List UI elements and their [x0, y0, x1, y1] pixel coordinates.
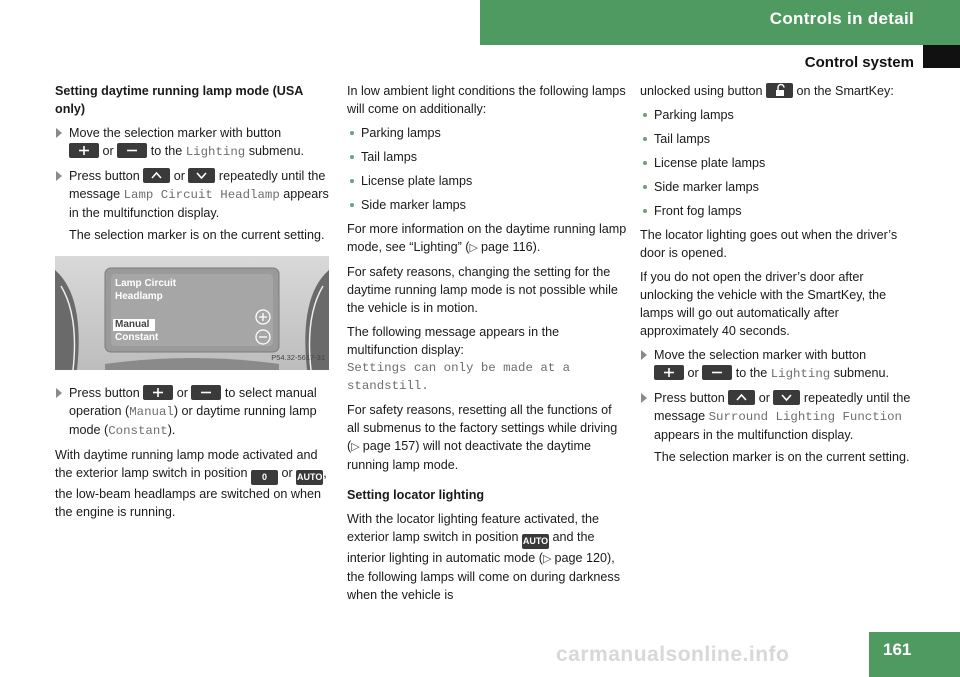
bullet-icon	[643, 113, 647, 117]
column-2	[347, 82, 627, 610]
instruction-step: Press button or to select manual operation (Manual) or daytime running lamp mode (Constant).	[55, 384, 333, 440]
display-option-constant: Constant	[115, 332, 159, 343]
bullet-icon	[643, 161, 647, 165]
step-arrow-icon	[56, 128, 62, 138]
instruction-step: Press button or repeatedly until the message Surround Lighting Function appears in the multifunction display. The selection marker is on the current setting.	[640, 389, 920, 466]
bullet-icon	[643, 209, 647, 213]
display-option-manual: Manual	[115, 319, 150, 330]
display-message: Settings can only be made at a standstill.	[347, 361, 571, 393]
list-item: Tail lamps	[640, 130, 920, 148]
submenu-name: Lighting	[770, 367, 831, 381]
paragraph: If you do not open the driver’s door after unlocking the vehicle with the SmartKey, the lamps will go out automatically after approximately 40 seconds.	[640, 270, 887, 338]
page-ref-arrow-icon: ▷	[469, 242, 482, 254]
bullet-icon	[350, 203, 354, 207]
column-3	[640, 82, 920, 472]
display-line-2: Headlamp	[115, 291, 163, 302]
step-note: The selection marker is on the current setting.	[654, 450, 910, 464]
display-line-1: Lamp Circuit	[115, 278, 177, 289]
minus-button-icon	[191, 385, 221, 400]
section-title: Controls in detail	[769, 9, 914, 28]
paragraph: unlocked using button on the SmartKey:	[640, 84, 894, 98]
subsection-title: Control system	[804, 54, 914, 71]
submenu-name: Lighting	[185, 145, 246, 159]
list-item: Side marker lamps	[640, 178, 920, 196]
column-1	[55, 82, 333, 527]
list-item: Parking lamps	[347, 124, 627, 142]
page-ref-arrow-icon: ▷	[351, 441, 363, 453]
list-item: Front fog lamps	[640, 202, 920, 220]
paragraph: The locator lighting goes out when the driver’s door is opened.	[640, 228, 898, 260]
switch-position-zero-icon: 0	[251, 470, 278, 485]
paragraph: For more information on the daytime running lamp mode, see “Lighting” (▷ page 116).	[347, 222, 627, 254]
heading-daytime-lamp: Setting daytime running lamp mode (USA only)	[55, 84, 303, 116]
display-message: Lamp Circuit Headlamp	[123, 188, 280, 202]
step-arrow-icon	[641, 393, 647, 403]
figure-code: P54.32-5617-31	[271, 353, 325, 362]
list-item: Tail lamps	[347, 148, 627, 166]
paragraph: The following message appears in the multifunction display:	[347, 325, 560, 357]
list-item: Side marker lamps	[347, 196, 627, 214]
page-number: 161	[869, 632, 960, 677]
paragraph: For safety reasons, resetting all the functions of all submenus to the factory settings while driving (▷ page 157) will not deactivate the daytime running lamp mode.	[347, 403, 618, 472]
plus-button-icon	[143, 385, 173, 400]
step-arrow-icon	[641, 350, 647, 360]
bullet-icon	[350, 179, 354, 183]
lamp-list	[347, 124, 627, 214]
list-item: License plate lamps	[347, 172, 627, 190]
bullet-icon	[350, 155, 354, 159]
option-constant: Constant	[108, 424, 168, 438]
minus-button-icon	[702, 365, 732, 380]
down-arrow-button-icon	[773, 390, 800, 405]
plus-button-icon	[69, 143, 99, 158]
step-note: The selection marker is on the current setting.	[69, 228, 325, 242]
paragraph: With the locator lighting feature activated, the exterior lamp switch in position AUTO and the interior lighting in automatic mode (▷ page 120), the following lamps will come on during darkness when the vehicle is	[347, 512, 620, 602]
paragraph: With daytime running lamp mode activated and the exterior lamp switch in position 0 or AUTO, the low-beam headlamps are switched on when the engine is running.	[55, 448, 327, 519]
minus-button-icon	[117, 143, 147, 158]
option-manual: Manual	[129, 405, 174, 419]
step-arrow-icon	[56, 171, 62, 181]
paragraph: For safety reasons, changing the setting for the daytime running lamp mode is not possible while the vehicle is in motion.	[347, 265, 618, 315]
instruction-step: Move the selection marker with button or to the Lighting submenu.	[55, 124, 333, 161]
page-reference[interactable]: page 157	[362, 439, 416, 453]
up-arrow-button-icon	[143, 168, 170, 183]
step-arrow-icon	[56, 388, 62, 398]
paragraph: In low ambient light conditions the following lamps will come on additionally:	[347, 84, 626, 116]
switch-position-auto-icon: AUTO	[296, 470, 323, 485]
page-ref-arrow-icon: ▷	[543, 553, 555, 565]
page-reference[interactable]: page 120	[554, 551, 608, 565]
lamp-list	[640, 106, 920, 220]
list-item: License plate lamps	[640, 154, 920, 172]
switch-position-auto-icon: AUTO	[522, 534, 549, 549]
down-arrow-button-icon	[188, 168, 215, 183]
list-item: Parking lamps	[640, 106, 920, 124]
unlock-button-icon	[766, 83, 793, 98]
bullet-icon	[643, 137, 647, 141]
bullet-icon	[350, 131, 354, 135]
instruction-step: Press button or repeatedly until the message Lamp Circuit Headlamp appears in the multifunction display. The selection marker is on the current setting.	[55, 167, 333, 244]
watermark: carmanualsonline.info	[556, 643, 790, 666]
plus-button-icon	[654, 365, 684, 380]
display-message: Surround Lighting Function	[708, 410, 902, 424]
page-reference[interactable]: page 116	[481, 240, 533, 254]
up-arrow-button-icon	[728, 390, 755, 405]
multifunction-display-figure	[55, 256, 329, 370]
heading-locator-lighting: Setting locator lighting	[347, 488, 485, 502]
header-tab-marker	[923, 45, 960, 68]
bullet-icon	[643, 185, 647, 189]
instruction-step: Move the selection marker with button or to the Lighting submenu.	[640, 346, 920, 383]
